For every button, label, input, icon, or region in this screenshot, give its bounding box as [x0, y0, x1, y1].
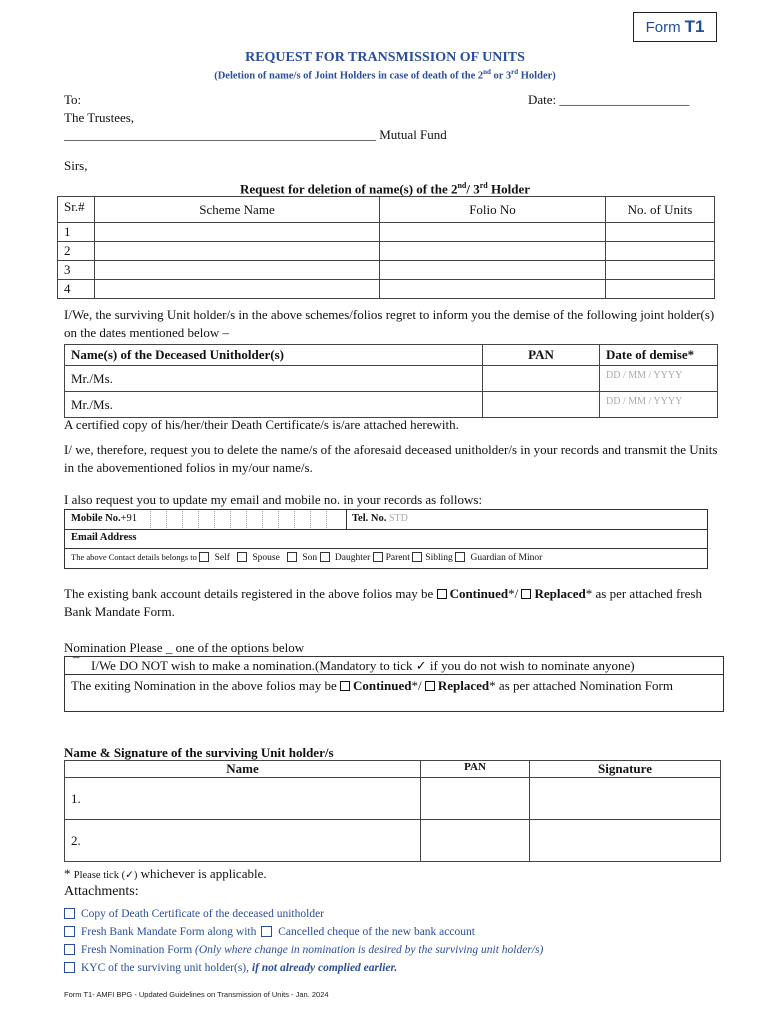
- folio-cell[interactable]: [380, 280, 606, 299]
- to-label: To:: [64, 92, 82, 107]
- mobile-prefix: +91: [120, 513, 137, 524]
- checkbox-icon[interactable]: [287, 552, 297, 562]
- col-header-signature: Signature: [530, 761, 721, 778]
- table-row-sr: 2: [58, 242, 95, 261]
- table-row-sr: 1: [58, 223, 95, 242]
- demise-paragraph: I/We, the surviving Unit holder/s in the above schemes/folios regret to inform you the demise of the following joint holder(s) on the dates mentioned below –: [64, 307, 715, 340]
- folio-cell[interactable]: [380, 223, 606, 242]
- mobile-label: Mobile No.: [71, 513, 121, 524]
- nomination-intro: Nomination Please _ one of the options below: [64, 640, 305, 655]
- signature-heading: Name & Signature of the surviving Unit holder/s: [64, 745, 334, 760]
- survivor-pan-cell[interactable]: [421, 820, 530, 862]
- units-cell[interactable]: [606, 280, 715, 299]
- mobile-digit-boxes[interactable]: [150, 511, 342, 528]
- table-row-sr: 4: [58, 280, 95, 299]
- checkbox-icon[interactable]: [64, 944, 75, 955]
- scheme-cell[interactable]: [95, 242, 380, 261]
- scheme-table: [57, 196, 715, 299]
- bank-replaced-option[interactable]: Replaced: [534, 586, 586, 601]
- footer-note: Form T1- AMFI BPG - Updated Guidelines on Transmission of Units - Jan. 2024: [64, 990, 329, 999]
- checkbox-icon[interactable]: [455, 552, 465, 562]
- folio-cell[interactable]: [380, 242, 606, 261]
- checkbox-icon[interactable]: [64, 962, 75, 973]
- survivor-signature-cell[interactable]: [530, 820, 721, 862]
- contact-belongs-row: [71, 552, 542, 564]
- page-title: REQUEST FOR TRANSMISSION OF UNITS: [245, 50, 525, 65]
- certificate-paragraph: A certified copy of his/her/their Death Certificate/s is/are attached herewith.: [64, 417, 459, 432]
- existing-nomination-option: The exiting Nomination in the above folios may be Continued*/ Replaced* as per attached Nomination Form: [71, 678, 673, 693]
- scheme-cell[interactable]: [95, 223, 380, 242]
- deceased-pan-cell[interactable]: [483, 392, 600, 418]
- belongs-label: The above Contact details belongs to: [71, 552, 197, 563]
- option-sibling[interactable]: Sibling: [412, 553, 452, 563]
- attachment-nomination-form[interactable]: Fresh Nomination Form (Only where change in nomination is desired by the surviving unit holder/s): [64, 941, 543, 959]
- option-spouse[interactable]: Spouse: [237, 553, 280, 563]
- checkbox-icon[interactable]: [412, 552, 422, 562]
- scheme-cell[interactable]: [95, 280, 380, 299]
- col-header-scheme: Scheme Name: [95, 197, 380, 223]
- checkbox-icon[interactable]: [64, 908, 75, 919]
- salutation: Sirs,: [64, 158, 88, 173]
- attachments-list: [64, 905, 543, 977]
- bank-paragraph: The existing bank account details registered in the above folios may be Continued*/ Replaced* as per attached fresh Bank Mandate Form.: [64, 586, 702, 619]
- checkbox-icon[interactable]: [521, 589, 531, 599]
- date-placeholder[interactable]: DD / MM / YYYY: [606, 370, 683, 381]
- survivor-name-cell[interactable]: 1.: [65, 778, 421, 820]
- checkbox-icon[interactable]: [261, 926, 272, 937]
- units-cell[interactable]: [606, 242, 715, 261]
- survivor-pan-cell[interactable]: [421, 778, 530, 820]
- form-label-prefix: Form: [645, 18, 681, 36]
- date-placeholder[interactable]: DD / MM / YYYY: [606, 396, 683, 407]
- col-header-name: Name: [65, 761, 421, 778]
- nomination-continued-option[interactable]: Continued: [352, 678, 412, 693]
- page-subtitle: (Deletion of name/s of Joint Holders in case of death of the 2nd or 3rd Holder): [214, 68, 556, 82]
- attachment-death-certificate[interactable]: Copy of Death Certificate of the deceased unitholder: [64, 905, 543, 923]
- no-nomination-option[interactable]: I/We DO NOT wish to make a nomination.(Mandatory to tick ✓ if you do not wish to nominate anyone): [91, 658, 635, 673]
- email-label[interactable]: Email Address: [71, 532, 137, 543]
- col-header-date-demise: Date of demise*: [600, 345, 718, 366]
- checkbox-icon[interactable]: [340, 681, 350, 691]
- form-code-box: [633, 12, 717, 42]
- col-header-sr: Sr.#: [58, 197, 95, 223]
- nomination-replaced-option[interactable]: Replaced: [437, 678, 490, 693]
- checkbox-icon[interactable]: [320, 552, 330, 562]
- col-header-pan: PAN: [483, 345, 600, 366]
- mutual-fund-field[interactable]: ________________________________________________ Mutual Fund: [64, 127, 447, 142]
- form-label-code: T1: [684, 17, 705, 36]
- tick-note: * Please tick (✓) whichever is applicable.: [64, 866, 267, 881]
- survivor-name-cell[interactable]: 2.: [65, 820, 421, 862]
- attachment-bank-mandate[interactable]: Fresh Bank Mandate Form along with Cancelled cheque of the new bank account: [64, 923, 543, 941]
- survivor-signature-cell[interactable]: [530, 778, 721, 820]
- date-field[interactable]: Date: ____________________: [528, 92, 690, 107]
- units-cell[interactable]: [606, 223, 715, 242]
- option-daughter[interactable]: Daughter: [320, 553, 371, 563]
- nomination-box: [64, 656, 724, 712]
- checkbox-icon[interactable]: [64, 926, 75, 937]
- table1-heading: Request for deletion of name(s) of the 2nd/ 3rd Holder: [239, 181, 530, 197]
- trustees-label: The Trustees,: [64, 110, 135, 125]
- tel-label: Tel. No.: [352, 513, 387, 524]
- nomination-dash[interactable]: ¯: [73, 655, 80, 670]
- deceased-pan-cell[interactable]: [483, 366, 600, 392]
- attachments-heading: Attachments:: [64, 884, 139, 899]
- option-self[interactable]: Self: [199, 553, 230, 563]
- option-parent[interactable]: Parent: [373, 553, 410, 563]
- checkbox-icon[interactable]: [373, 552, 383, 562]
- folio-cell[interactable]: [380, 261, 606, 280]
- deceased-name-cell[interactable]: Mr./Ms.: [65, 392, 483, 418]
- attachment-kyc[interactable]: KYC of the surviving unit holder(s), if not already complied earlier.: [64, 959, 543, 977]
- deceased-name-cell[interactable]: Mr./Ms.: [65, 366, 483, 392]
- option-guardian[interactable]: Guardian of Minor: [455, 553, 542, 563]
- update-paragraph: I also request you to update my email and mobile no. in your records as follows:: [64, 492, 483, 507]
- signature-table: [64, 760, 721, 862]
- deceased-table: [64, 344, 718, 418]
- option-son[interactable]: Son: [287, 553, 317, 563]
- table-row-sr: 3: [58, 261, 95, 280]
- col-header-units: No. of Units: [606, 197, 715, 223]
- checkbox-icon[interactable]: [437, 589, 447, 599]
- request-paragraph: I/ we, therefore, request you to delete the name/s of the aforesaid deceased unitholder/s in your records and transmit the Units in the abovementioned folios in my/our name/s.: [64, 442, 718, 475]
- col-header-deceased-name: Name(s) of the Deceased Unitholder(s): [65, 345, 483, 366]
- checkbox-icon[interactable]: [237, 552, 247, 562]
- bank-continued-option[interactable]: Continued: [449, 586, 509, 601]
- checkbox-icon[interactable]: [199, 552, 209, 562]
- units-cell[interactable]: [606, 261, 715, 280]
- checkbox-icon[interactable]: [425, 681, 435, 691]
- contact-box: [64, 509, 708, 569]
- scheme-cell[interactable]: [95, 261, 380, 280]
- col-header-folio: Folio No: [380, 197, 606, 223]
- col-header-pan: PAN: [421, 761, 530, 778]
- std-placeholder[interactable]: STD: [388, 513, 408, 524]
